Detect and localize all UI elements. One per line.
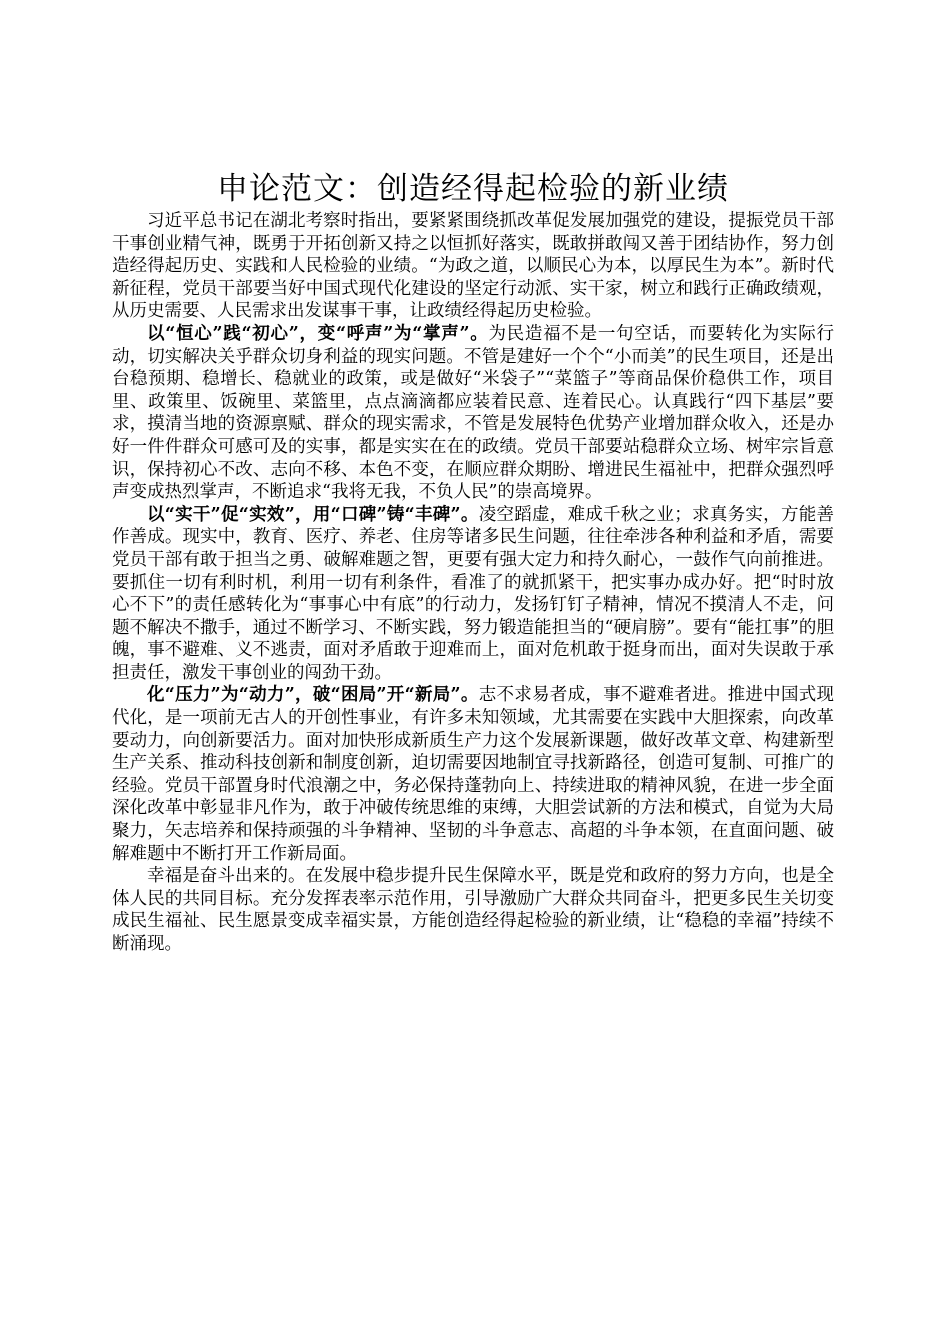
section-heading: 以“恒心”践“初心”，变“呼声”为“掌声”。 (147, 323, 489, 344)
paragraph-text: 幸福是奋斗出来的。在发展中稳步提升民生保障水平，既是党和政府的努力方向，也是全体人民的共同目标。充分发挥表率示范作用，引导激励广大群众共同奋斗，把更多民生关切变成民生福祉、民生愿景变成幸福实景，方能创造经得起检验的新业绩，让“稳稳的幸福”持续不断涌现。 (112, 866, 834, 954)
paragraph-text: 为民造福不是一句空话，而要转化为实际行动，切实解决关乎群众切身利益的现实问题。不管是建好一个个“小而美”的民生项目，还是出台稳预期、稳增长、稳就业的政策，或是做好“米袋子”“菜篮子”等商品保价稳供工作，项目里、政策里、饭碗里、菜篮里，点点滴滴都应装着民意、连着民心。认真践行“四下基层”要求，摸清当地的资源禀赋、群众的现实需求，不管是发展特色优势产业增加群众收入，还是办好一件件群众可感可及的实事，都是实实在在的政绩。党员干部要站稳群众立场、树牢宗旨意识，保持初心不改、志向不移、本色不变，在顺应群众期盼、增进民生福祉中，把群众强烈呼声变成热烈掌声，不断追求“我将无我，不负人民”的崇高境界。 (112, 323, 835, 503)
paragraph-text: 习近平总书记在湖北考察时指出，要紧紧围绕抓改革促发展加强党的建设，提振党员干部干事创业精气神，既勇于开拓创新又持之以恒抓好落实，既敢拼敢闯又善于团结协作，努力创造经得起历史、实践和人民检验的业绩。“为政之道，以顺民心为本，以厚民生为本”。新时代新征程，党员干部要当好中国式现代化建设的坚定行动派、实干家，树立和践行正确政绩观，从历史需要、人民需求出发谋事干事，让政绩经得起历史检验。 (112, 211, 834, 322)
document-page (112, 168, 834, 956)
section-heading: 化“压力”为“动力”，破“困局”开“新局”。 (147, 685, 479, 706)
section-paragraph-2 (112, 504, 834, 685)
document-title: 申论范文：创造经得起检验的新业绩 (217, 171, 729, 207)
section-paragraph-3 (112, 684, 834, 865)
section-heading: 以“实干”促“实效”，用“口碑”铸“丰碑”。 (147, 504, 479, 525)
paragraph-text: 凌空蹈虚，难成千秋之业；求真务实，方能善作善成。现实中，教育、医疗、养老、住房等诸多民生问题，往往牵涉各种利益和矛盾，需要党员干部有敢于担当之勇、破解难题之智，更要有强大定力和持久耐心，一鼓作气向前推进。要抓住一切有利时机，利用一切有利条件，看准了的就抓紧干，把实事办成办好。把“时时放心不下”的责任感转化为“事事心中有底”的行动力，发扬钉钉子精神，情况不摸清人不走，问题不解决不撒手，通过不断学习、不断实践，努力锻造能担当的“硬肩膀”。要有“能扛事”的胆魄，事不避难、义不逃责，面对矛盾敢于迎难而上，面对危机敢于挺身而出，面对失误敢于承担责任，激发干事创业的闯劲干劲。 (112, 504, 835, 683)
paragraph-text: 志不求易者成，事不避难者进。推进中国式现代化，是一项前无古人的开创性事业，有许多未知领域，尤其需要在实践中大胆探索，向改革要动力，向创新要活力。面对加快形成新质生产力这个发展新课题，做好改革文章、构建新型生产关系、推动科技创新和制度创新，迫切需要因地制宜寻找新路径，创造可复制、可推广的经验。党员干部置身时代浪潮之中，务必保持蓬勃向上、持续进取的精神风貌，在进一步全面深化改革中彰显非凡作为，敢于冲破传统思维的束缚，大胆尝试新的方法和模式，自觉为大局聚力，矢志培养和保持顽强的斗争精神、坚韧的斗争意志、高超的斗争本领，在直面问题、破解难题中不断打开工作新局面。 (112, 685, 835, 864)
section-paragraph-1 (112, 323, 834, 504)
conclusion-paragraph (112, 865, 834, 955)
intro-paragraph (112, 210, 834, 323)
